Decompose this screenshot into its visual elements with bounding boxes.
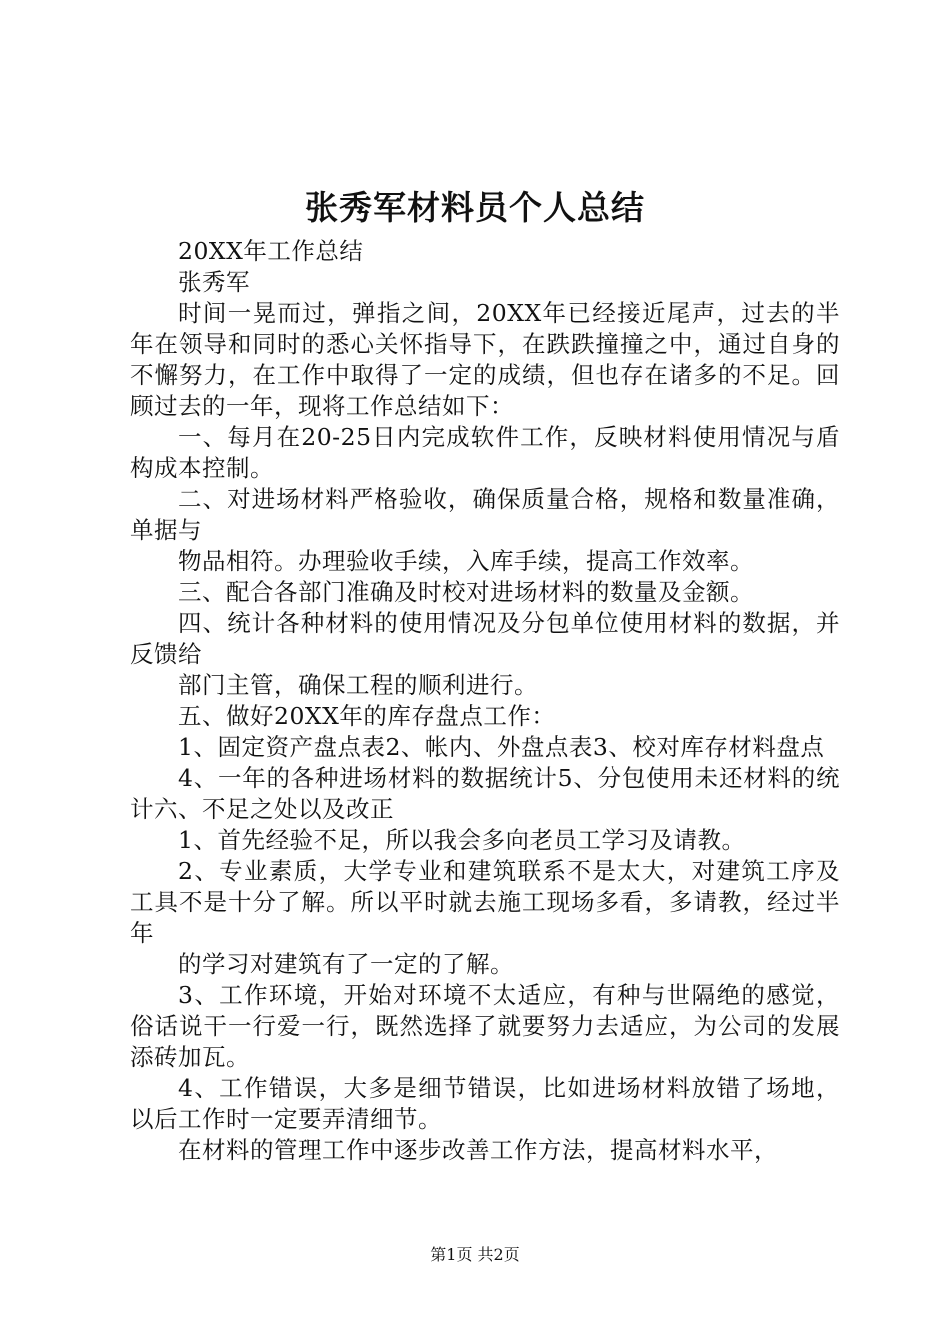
- paragraph: 一、每月在20-25日内完成软件工作，反映材料使用情况与盾构成本控制。: [130, 423, 840, 482]
- page-number-footer: 第1页 共2页: [430, 1245, 520, 1264]
- paragraph: 时间一晃而过，弹指之间，20XX年已经接近尾声，过去的半年在领导和同时的悉心关怀指导下，在跌跌撞撞之中，通过自身的不懈努力，在工作中取得了一定的成绩，但也存在诸多的不足。回顾过去的一年，现将工作总结如下：: [130, 299, 840, 420]
- paragraph: 4、一年的各种进场材料的数据统计5、分包使用未还材料的统计六、不足之处以及改正: [130, 764, 840, 823]
- paragraph: 四、统计各种材料的使用情况及分包单位使用材料的数据，并反馈给: [130, 609, 840, 668]
- paragraph: 1、固定资产盘点表2、帐内、外盘点表3、校对库存材料盘点: [178, 733, 825, 761]
- paragraph: 物品相符。办理验收手续，入库手续，提高工作效率。: [178, 547, 754, 575]
- paragraph: 部门主管，确保工程的顺利进行。: [178, 671, 538, 699]
- paragraph: 2、专业素质，大学专业和建筑联系不是太大，对建筑工序及工具不是十分了解。所以平时就去施工现场多看，多请教，经过半年: [130, 857, 840, 947]
- paragraph: 二、对进场材料严格验收，确保质量合格，规格和数量准确，单据与: [130, 485, 840, 544]
- paragraph: 张秀军: [178, 268, 250, 296]
- paragraph: 1、首先经验不足，所以我会多向老员工学习及请教。: [178, 826, 746, 854]
- paragraph: 五、做好20XX年的库存盘点工作：: [178, 702, 556, 730]
- paragraph: 20XX年工作总结: [178, 237, 364, 265]
- paragraph: 在材料的管理工作中逐步改善工作方法，提高材料水平，: [178, 1136, 778, 1164]
- document-body: [130, 236, 840, 1166]
- paragraph: 三、配合各部门准确及时校对进场材料的数量及金额。: [178, 578, 754, 606]
- paragraph: 4、工作错误，大多是细节错误，比如进场材料放错了场地，以后工作时一定要弄清细节。: [130, 1074, 840, 1133]
- document-title: 张秀军材料员个人总结: [305, 188, 645, 227]
- paragraph: 3、工作环境，开始对环境不太适应，有种与世隔绝的感觉，俗话说干一行爱一行，既然选择了就要努力去适应，为公司的发展添砖加瓦。: [130, 981, 840, 1071]
- paragraph: 的学习对建筑有了一定的了解。: [178, 950, 514, 978]
